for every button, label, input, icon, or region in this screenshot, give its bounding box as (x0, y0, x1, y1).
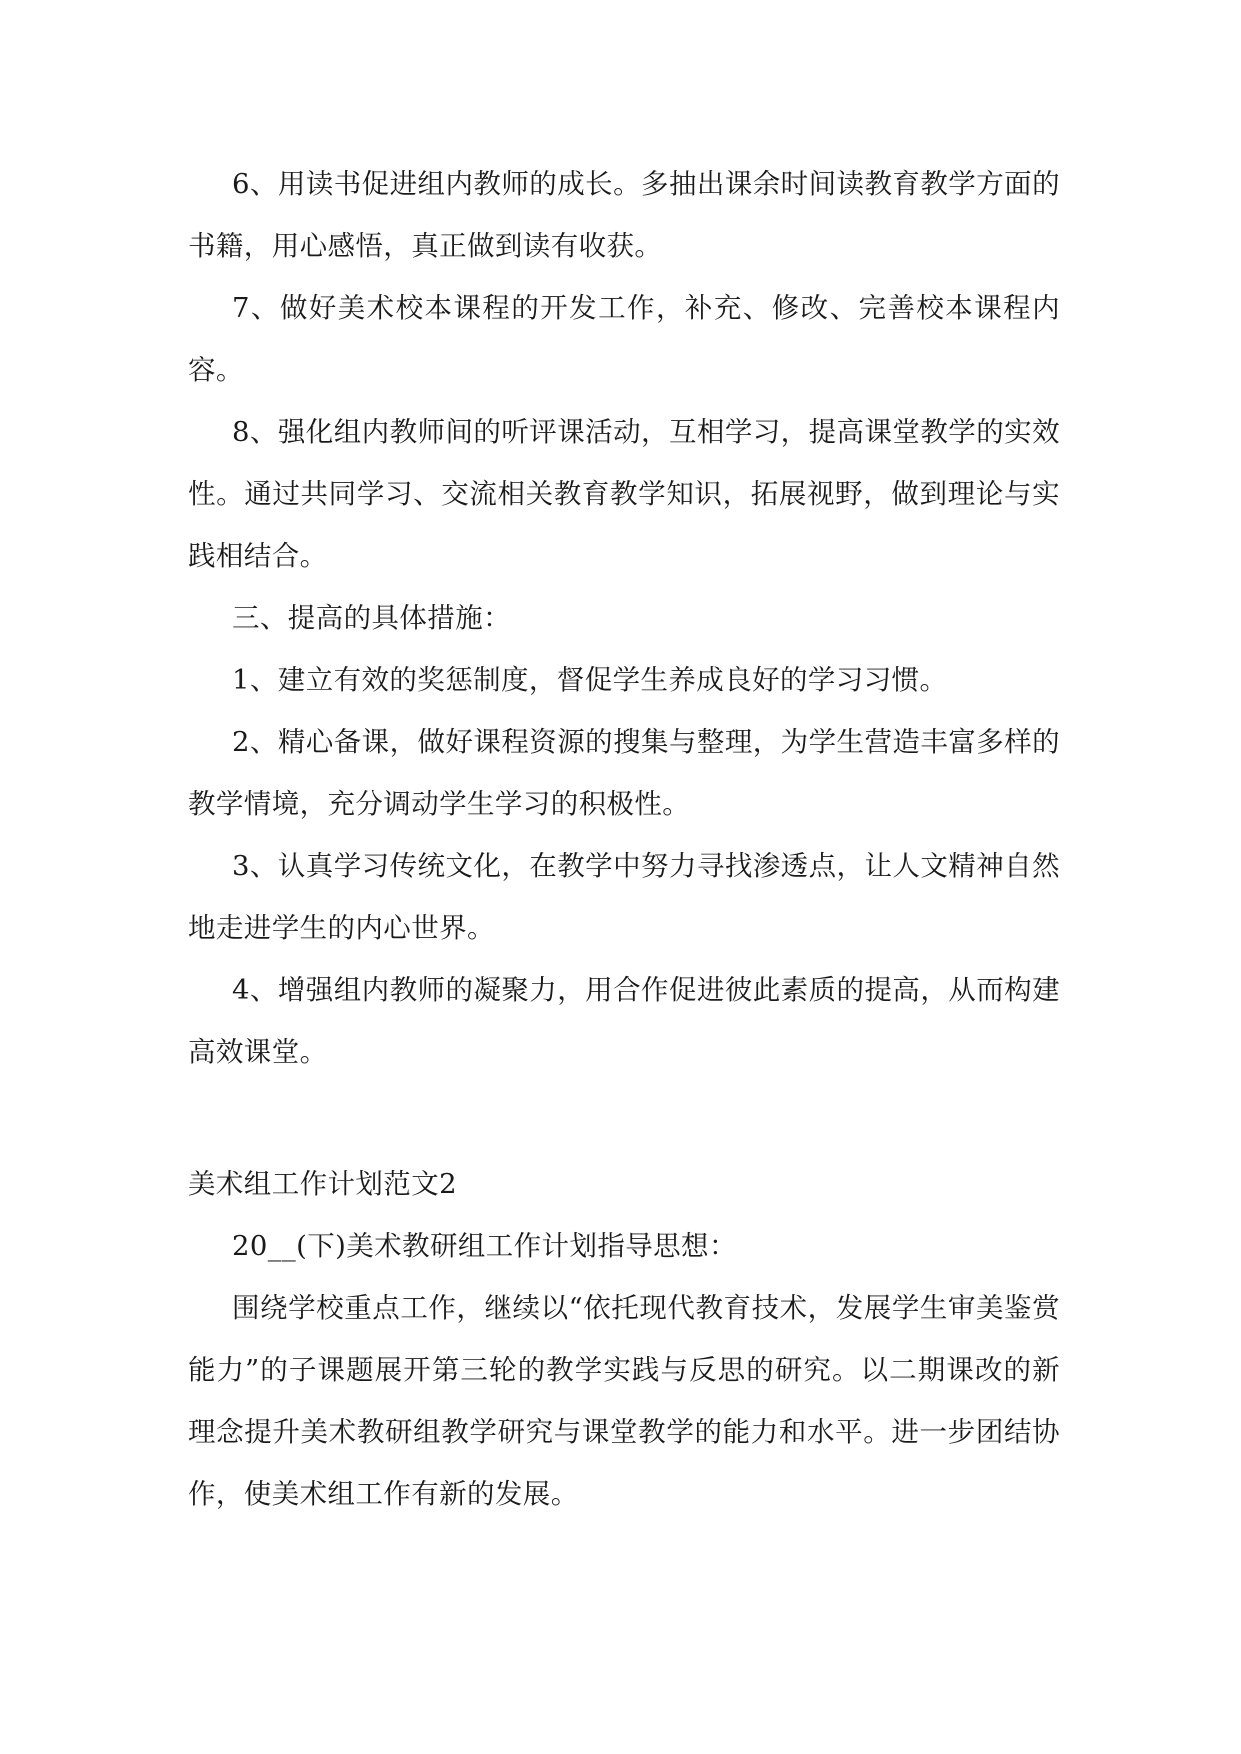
paragraph-guiding-body: 围绕学校重点工作，继续以“依托现代教育技术，发展学生审美鉴赏能力”的子课题展开第三轮的教学实践与反思的研究。以二期课改的新理念提升美术教研组教学研究与课堂教学的能力和水平。进一步团结协作，使美术组工作有新的发展。 (188, 1292, 1060, 1510)
document-body (188, 153, 1060, 1525)
paragraph-guiding-title: 20__(下)美术教研组工作计划指导思想： (232, 1230, 737, 1262)
paragraph-item-8: 8、强化组内教师间的听评课活动，互相学习，提高课堂教学的实效性。通过共同学习、交流相关教育教学知识，拓展视野，做到理论与实践相结合。 (188, 416, 1060, 572)
paragraph-measure-1: 1、建立有效的奖惩制度，督促学生养成良好的学习习惯。 (232, 664, 948, 696)
section-heading-measures: 三、提高的具体措施： (232, 602, 511, 634)
paragraph-item-7: 7、做好美术校本课程的开发工作，补充、修改、完善校本课程内容。 (188, 292, 1060, 386)
paragraph-measure-3: 3、认真学习传统文化，在教学中努力寻找渗透点，让人文精神自然地走进学生的内心世界。 (188, 850, 1060, 944)
paragraph-item-6: 6、用读书促进组内教师的成长。多抽出课余时间读教育教学方面的书籍，用心感悟，真正做到读有收获。 (188, 168, 1060, 262)
paragraph-measure-2: 2、精心备课，做好课程资源的搜集与整理，为学生营造丰富多样的教学情境，充分调动学生学习的积极性。 (188, 726, 1060, 820)
section-spacer (188, 1083, 1060, 1153)
paragraph-measure-4: 4、增强组内教师的凝聚力，用合作促进彼此素质的提高，从而构建高效课堂。 (188, 974, 1060, 1068)
document-heading: 美术组工作计划范文2 (188, 1168, 457, 1200)
